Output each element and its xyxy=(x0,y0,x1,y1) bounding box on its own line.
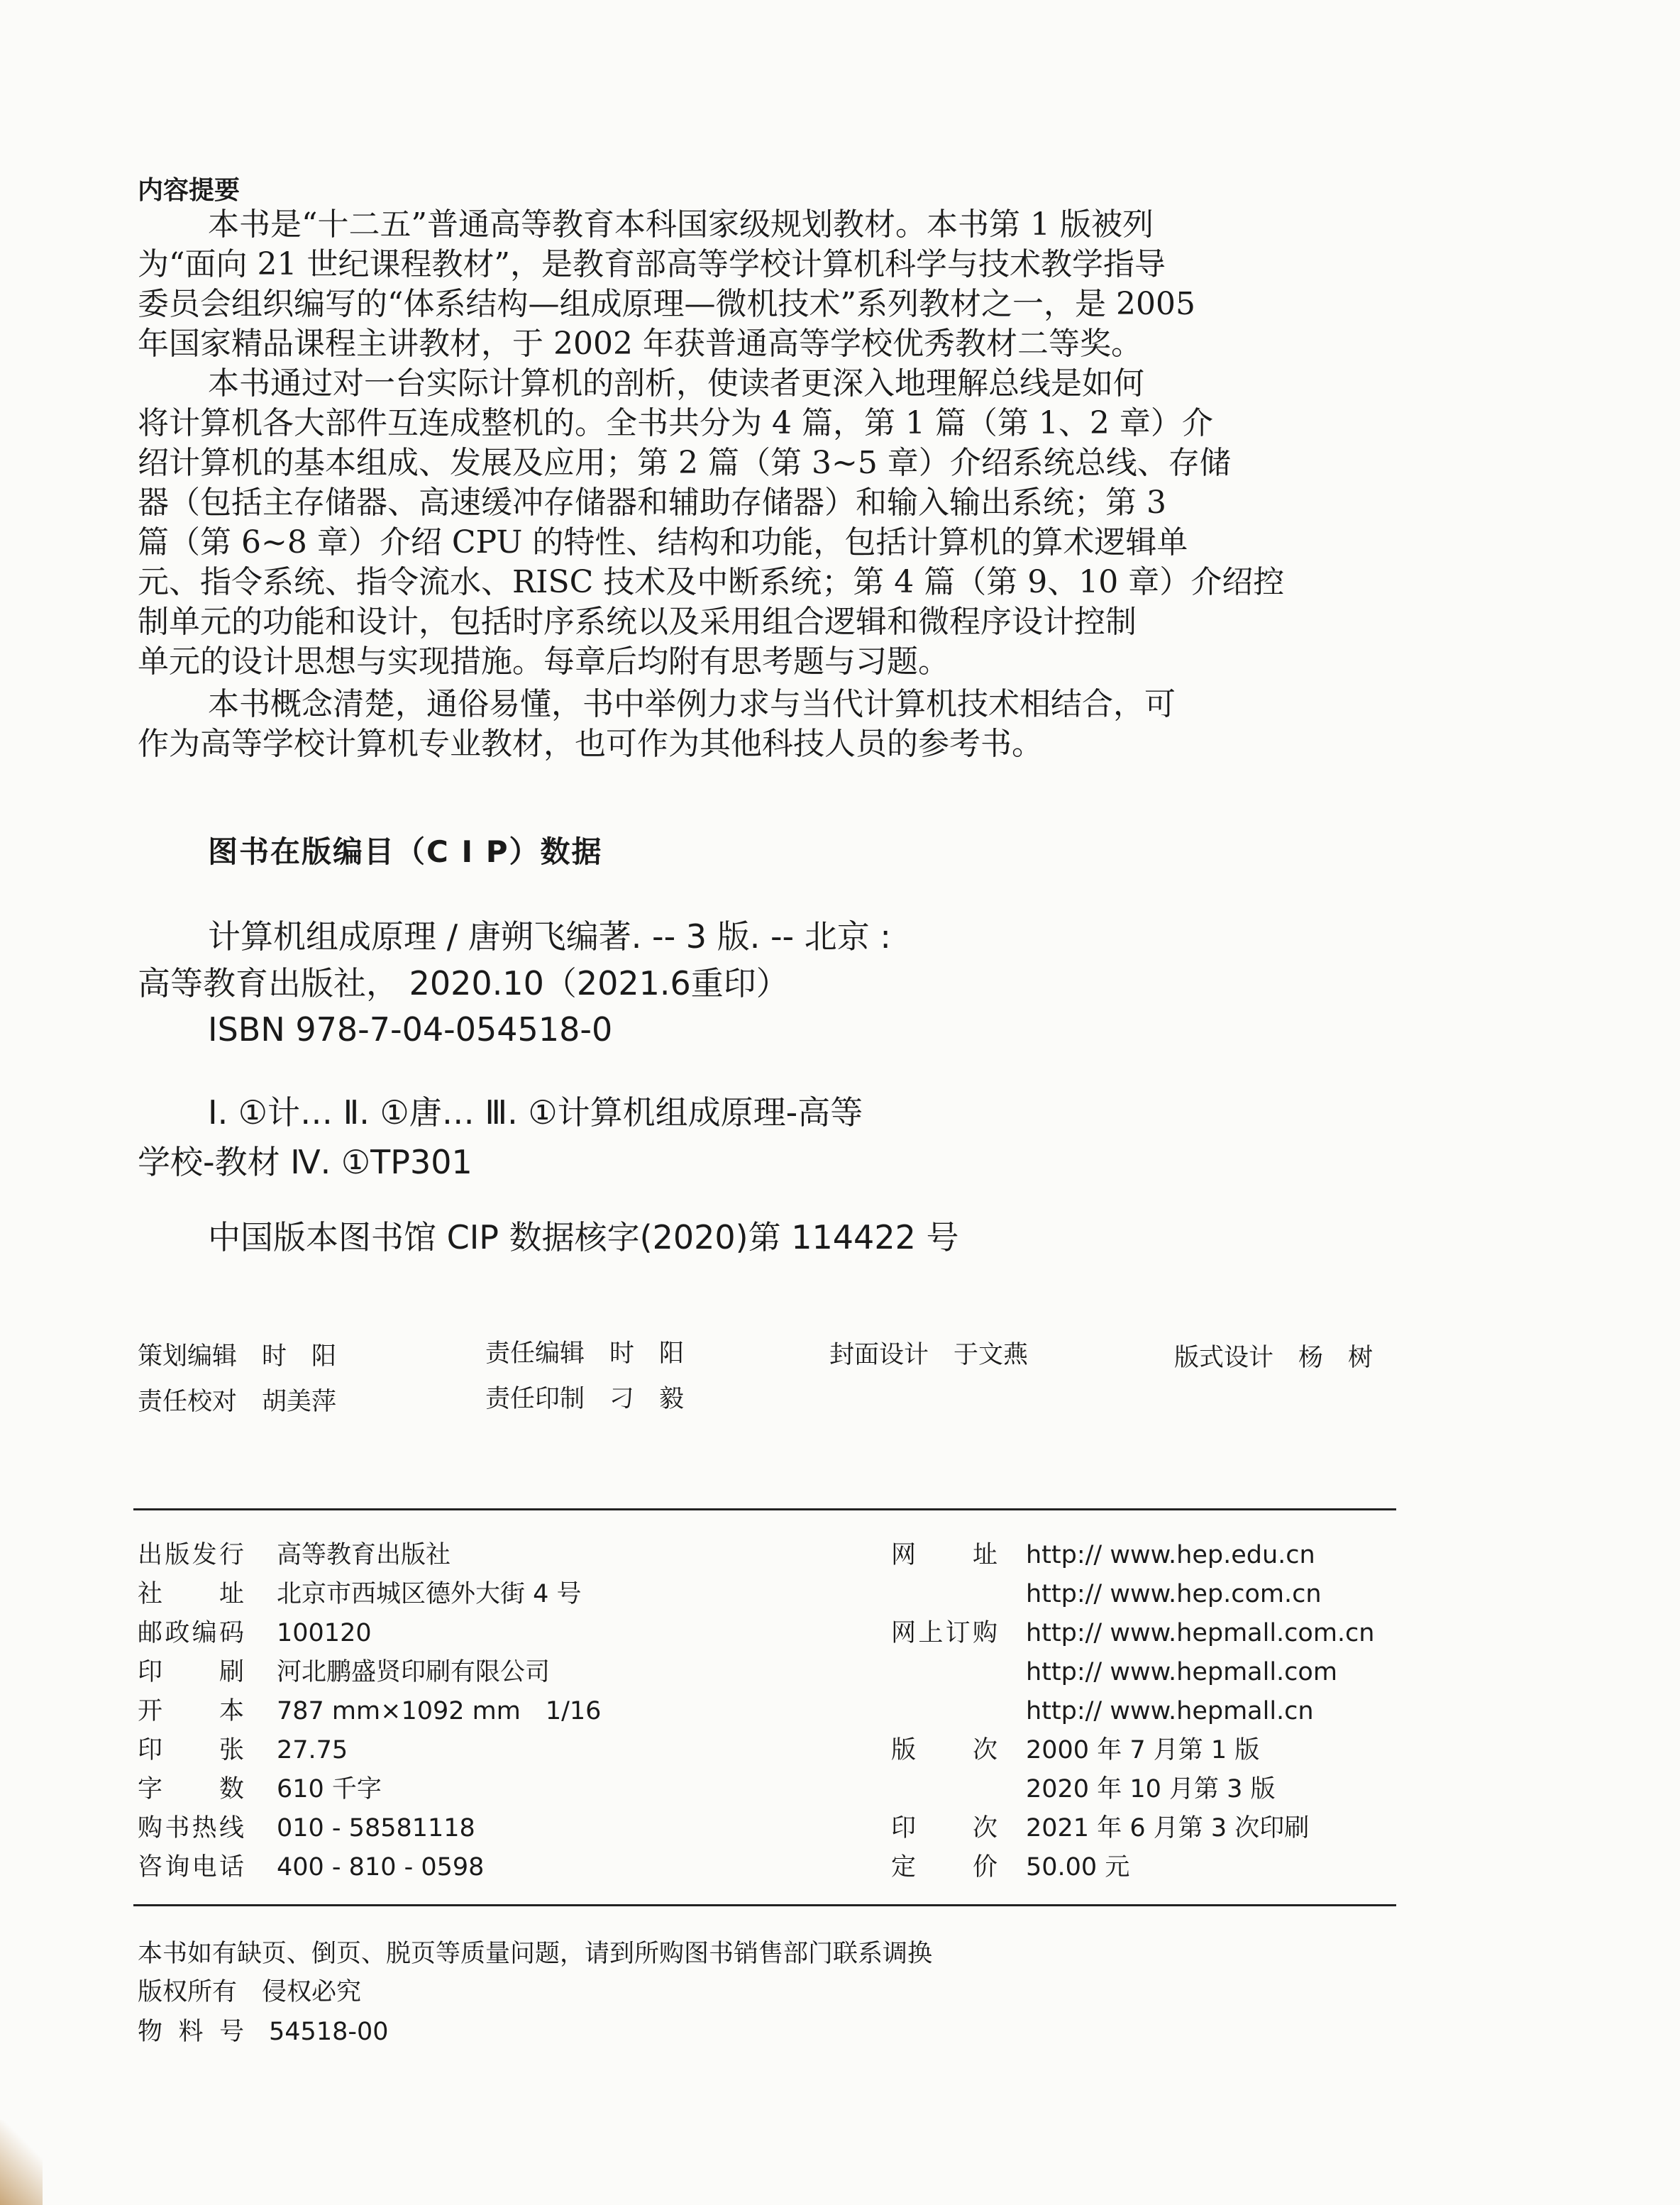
credit-value: 于文燕 xyxy=(954,1341,1029,1369)
summary-line: 本书是“十二五”普通高等教育本科国家级规划教材。本书第 1 版被列 xyxy=(208,206,1154,243)
info-row xyxy=(891,1813,998,1844)
info-value: 610 千字 xyxy=(277,1775,382,1803)
info-label: 定价 xyxy=(891,1853,998,1881)
summary-line: 本书通过对一台实际计算机的剖析，使读者更深入地理解总线是如何 xyxy=(208,365,1144,402)
summary-line: 器（包括主存储器、高速缓冲存储器和辅助存储器）和输入输出系统；第 3 xyxy=(138,485,1166,521)
info-label: 印张 xyxy=(138,1736,244,1764)
info-label: 咨询电话 xyxy=(138,1853,244,1881)
info-label: 字数 xyxy=(138,1775,244,1803)
credit-item xyxy=(1174,1342,1373,1374)
page-shadow xyxy=(0,2120,43,2205)
credit-value: 杨 树 xyxy=(1298,1344,1374,1372)
info-value: 400 - 810 - 0598 xyxy=(277,1853,485,1881)
cip-record: 中国版本图书馆 CIP 数据核字(2020)第 114422 号 xyxy=(208,1218,959,1256)
info-value: 2000 年 7 月第 1 版 xyxy=(1026,1736,1260,1764)
info-value: 50.00 元 xyxy=(1026,1853,1130,1881)
cip-line: 高等教育出版社， 2020.10（2021.6重印） xyxy=(138,964,789,1002)
info-value: 高等教育出版社 xyxy=(277,1541,451,1569)
cip-title: 图书在版编目（C I P）数据 xyxy=(208,834,603,869)
info-row xyxy=(891,1774,998,1805)
info-label: 邮政编码 xyxy=(138,1619,244,1647)
info-row xyxy=(891,1540,998,1571)
copyright-notice: 版权所有 侵权必究 xyxy=(138,1978,362,2006)
info-row xyxy=(138,1735,244,1766)
info-label: 版次 xyxy=(891,1736,998,1764)
info-row xyxy=(138,1852,244,1883)
info-row xyxy=(138,1540,244,1571)
info-label: 开本 xyxy=(138,1697,244,1725)
credit-item xyxy=(138,1386,336,1418)
divider xyxy=(133,1508,1396,1510)
info-row xyxy=(138,1579,244,1610)
quality-notice: 本书如有缺页、倒页、脱页等质量问题，请到所购图书销售部门联系调换 xyxy=(138,1940,933,1968)
info-value: 2021 年 6 月第 3 次印刷 xyxy=(1026,1814,1310,1842)
credit-item xyxy=(829,1339,1028,1371)
info-value: 010 - 58581118 xyxy=(277,1814,475,1842)
credit-label: 封面设计 xyxy=(829,1341,929,1369)
info-label: 购书热线 xyxy=(138,1814,244,1842)
cip-isbn: ISBN 978-7-04-054518-0 xyxy=(208,1010,613,1049)
info-value: http:// www.hepmall.com.cn xyxy=(1026,1619,1375,1647)
credit-value: 胡美萍 xyxy=(262,1388,337,1416)
info-row xyxy=(138,1813,244,1844)
credit-label: 责任编辑 xyxy=(485,1339,585,1368)
summary-line: 将计算机各大部件互连成整机的。全书共分为 4 篇，第 1 篇（第 1、2 章）介 xyxy=(138,405,1213,441)
info-value: 787 mm×1092 mm 1/16 xyxy=(277,1697,602,1725)
info-value: 100120 xyxy=(277,1619,372,1647)
summary-heading: 内容提要 xyxy=(138,176,241,205)
summary-line: 单元的设计思想与实现措施。每章后均附有思考题与习题。 xyxy=(138,643,949,680)
credit-item xyxy=(138,1341,336,1372)
summary-line: 篇（第 6~8 章）介绍 CPU 的特性、结构和功能，包括计算机的算术逻辑单 xyxy=(138,524,1188,560)
summary-line: 为“面向 21 世纪课程教材”，是教育部高等学校计算机科学与技术教学指导 xyxy=(138,246,1166,282)
summary-line: 制单元的功能和设计，包括时序系统以及采用组合逻辑和微程序设计控制 xyxy=(138,604,1137,640)
material-value: 54518-00 xyxy=(269,2018,389,2046)
info-row xyxy=(891,1696,998,1727)
info-label: 网址 xyxy=(891,1541,998,1569)
credit-item xyxy=(485,1383,684,1415)
summary-line: 委员会组织编写的“体系结构—组成原理—微机技术”系列教材之一，是 2005 xyxy=(138,286,1195,322)
material-label: 物 料 号 xyxy=(138,2018,244,2046)
info-row xyxy=(891,1735,998,1766)
info-label: 出版发行 xyxy=(138,1541,244,1569)
info-value: 北京市西城区德外大街 4 号 xyxy=(277,1580,582,1608)
info-value: http:// www.hep.edu.cn xyxy=(1026,1541,1315,1569)
credit-value: 时 阳 xyxy=(262,1342,337,1371)
info-label: 网上订购 xyxy=(891,1619,998,1647)
credit-item xyxy=(485,1338,684,1369)
info-row xyxy=(891,1852,998,1883)
cip-classification: Ⅰ. ①计… Ⅱ. ①唐… Ⅲ. ①计算机组成原理-高等 xyxy=(208,1093,863,1132)
credit-value: 刁 毅 xyxy=(609,1385,685,1413)
material-number xyxy=(138,2016,389,2048)
summary-line: 绍计算机的基本组成、发展及应用；第 2 篇（第 3~5 章）介绍系统总线、存储 xyxy=(138,445,1231,481)
credit-value: 时 阳 xyxy=(609,1339,685,1368)
summary-line: 元、指令系统、指令流水、RISC 技术及中断系统；第 4 篇（第 9、10 章）介绍控 xyxy=(138,564,1285,600)
credit-label: 策划编辑 xyxy=(138,1342,238,1371)
info-row xyxy=(891,1579,998,1610)
info-label: 社址 xyxy=(138,1580,244,1608)
summary-line: 年国家精品课程主讲教材，于 2002 年获普通高等学校优秀教材二等奖。 xyxy=(138,326,1142,362)
info-value: http:// www.hep.com.cn xyxy=(1026,1580,1322,1608)
info-value: 27.75 xyxy=(277,1736,348,1764)
info-row xyxy=(138,1774,244,1805)
summary-line: 作为高等学校计算机专业教材，也可作为其他科技人员的参考书。 xyxy=(138,726,1043,762)
info-row xyxy=(138,1696,244,1727)
credit-label: 责任校对 xyxy=(138,1388,238,1416)
info-row xyxy=(138,1618,244,1649)
cip-line: 计算机组成原理 / 唐朔飞编著. -- 3 版. -- 北京 : xyxy=(208,917,891,956)
info-row xyxy=(891,1657,998,1688)
info-row xyxy=(138,1657,244,1688)
info-row xyxy=(891,1618,998,1649)
info-value: 2020 年 10 月第 3 版 xyxy=(1026,1775,1276,1803)
info-label: 印刷 xyxy=(138,1658,244,1686)
divider xyxy=(133,1904,1396,1906)
summary-line: 本书概念清楚，通俗易懂，书中举例力求与当代计算机技术相结合，可 xyxy=(208,686,1176,722)
info-value: 河北鹏盛贤印刷有限公司 xyxy=(277,1658,551,1686)
info-value: http:// www.hepmall.cn xyxy=(1026,1697,1314,1725)
info-label: 印次 xyxy=(891,1814,998,1842)
info-value: http:// www.hepmall.com xyxy=(1026,1658,1337,1686)
credit-label: 责任印制 xyxy=(485,1385,585,1413)
cip-classification: 学校-教材 Ⅳ. ①TP301 xyxy=(138,1143,472,1181)
credit-label: 版式设计 xyxy=(1174,1344,1274,1372)
